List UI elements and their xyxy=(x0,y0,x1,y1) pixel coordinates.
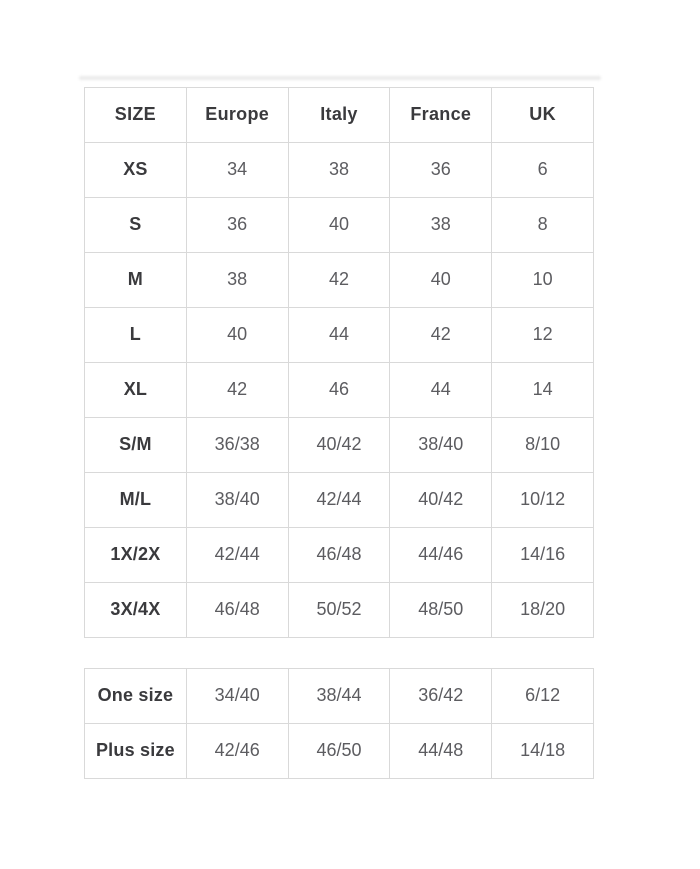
value-cell: 40/42 xyxy=(288,418,390,473)
value-cell: 38/44 xyxy=(288,669,390,724)
row-label-cell: 3X/4X xyxy=(85,583,187,638)
row-label-cell: S xyxy=(85,198,187,253)
value-cell: 8 xyxy=(492,198,594,253)
header-cell: SIZE xyxy=(85,88,187,143)
value-cell: 14 xyxy=(492,363,594,418)
value-cell: 8/10 xyxy=(492,418,594,473)
value-cell: 10/12 xyxy=(492,473,594,528)
table-row xyxy=(85,473,594,528)
table-row xyxy=(85,363,594,418)
size-conversion-table xyxy=(84,87,594,638)
value-cell: 14/16 xyxy=(492,528,594,583)
header-cell: Europe xyxy=(186,88,288,143)
value-cell: 42/46 xyxy=(186,724,288,779)
value-cell: 42/44 xyxy=(288,473,390,528)
table-row xyxy=(85,308,594,363)
value-cell: 46/50 xyxy=(288,724,390,779)
value-cell: 38 xyxy=(288,143,390,198)
special-sizes-table xyxy=(84,668,594,779)
value-cell: 40/42 xyxy=(390,473,492,528)
size-table-body xyxy=(85,143,594,638)
row-label-cell: S/M xyxy=(85,418,187,473)
value-cell: 6/12 xyxy=(492,669,594,724)
value-cell: 36 xyxy=(186,198,288,253)
table-row xyxy=(85,253,594,308)
value-cell: 44 xyxy=(288,308,390,363)
value-cell: 46/48 xyxy=(186,583,288,638)
value-cell: 48/50 xyxy=(390,583,492,638)
row-label-cell: Plus size xyxy=(85,724,187,779)
table-top-shadow xyxy=(79,76,601,80)
value-cell: 42 xyxy=(186,363,288,418)
table-row xyxy=(85,198,594,253)
table-row xyxy=(85,669,594,724)
row-label-cell: M xyxy=(85,253,187,308)
value-cell: 42 xyxy=(288,253,390,308)
table-row xyxy=(85,143,594,198)
header-row xyxy=(85,88,594,143)
value-cell: 46 xyxy=(288,363,390,418)
row-label-cell: One size xyxy=(85,669,187,724)
size-table-header xyxy=(85,88,594,143)
value-cell: 14/18 xyxy=(492,724,594,779)
value-cell: 40 xyxy=(186,308,288,363)
value-cell: 40 xyxy=(288,198,390,253)
value-cell: 38/40 xyxy=(186,473,288,528)
row-label-cell: L xyxy=(85,308,187,363)
header-cell: Italy xyxy=(288,88,390,143)
row-label-cell: XL xyxy=(85,363,187,418)
table-row xyxy=(85,583,594,638)
value-cell: 46/48 xyxy=(288,528,390,583)
value-cell: 50/52 xyxy=(288,583,390,638)
table-row xyxy=(85,724,594,779)
value-cell: 36/38 xyxy=(186,418,288,473)
special-table-body xyxy=(85,669,594,779)
value-cell: 38 xyxy=(390,198,492,253)
value-cell: 12 xyxy=(492,308,594,363)
value-cell: 6 xyxy=(492,143,594,198)
table-row xyxy=(85,528,594,583)
table-row xyxy=(85,418,594,473)
value-cell: 34 xyxy=(186,143,288,198)
value-cell: 42/44 xyxy=(186,528,288,583)
row-label-cell: XS xyxy=(85,143,187,198)
value-cell: 40 xyxy=(390,253,492,308)
value-cell: 34/40 xyxy=(186,669,288,724)
value-cell: 36 xyxy=(390,143,492,198)
value-cell: 42 xyxy=(390,308,492,363)
header-cell: France xyxy=(390,88,492,143)
value-cell: 44/48 xyxy=(390,724,492,779)
value-cell: 38 xyxy=(186,253,288,308)
value-cell: 10 xyxy=(492,253,594,308)
row-label-cell: 1X/2X xyxy=(85,528,187,583)
value-cell: 36/42 xyxy=(390,669,492,724)
value-cell: 18/20 xyxy=(492,583,594,638)
header-cell: UK xyxy=(492,88,594,143)
value-cell: 44 xyxy=(390,363,492,418)
row-label-cell: M/L xyxy=(85,473,187,528)
value-cell: 44/46 xyxy=(390,528,492,583)
value-cell: 38/40 xyxy=(390,418,492,473)
